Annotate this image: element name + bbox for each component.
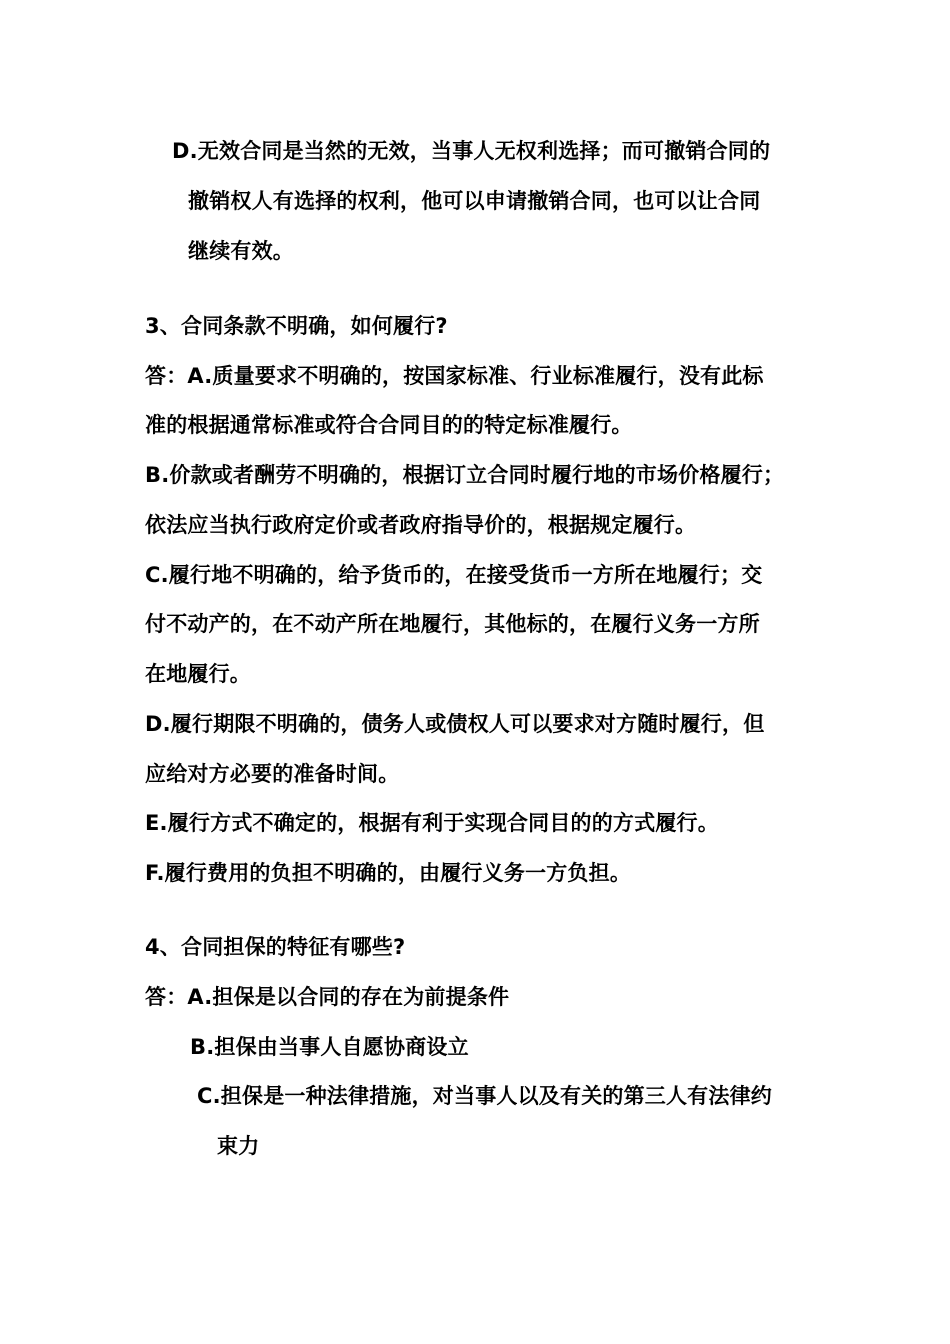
section-3-question: 3、合同条款不明确，如何履行?	[145, 314, 448, 338]
section-3-answer-line-11: F.履行费用的负担不明确的，由履行义务一方负担。	[145, 861, 632, 885]
section-3-answer-line-2: 准的根据通常标准或符合合同目的的特定标准履行。	[145, 413, 633, 437]
prev-item-d-line-3: 继续有效。	[188, 239, 294, 263]
section-4-answer-line-4: 束力	[217, 1134, 260, 1158]
section-3-answer-line-5: C.履行地不明确的，给予货币的，在接受货币一方所在地履行；交	[145, 563, 763, 587]
section-4-question: 4、合同担保的特征有哪些?	[145, 935, 406, 959]
section-4-answer-line-2: B.担保由当事人自愿协商设立	[190, 1035, 469, 1059]
section-4-answer-line-3: C.担保是一种法律措施，对当事人以及有关的第三人有法律约	[197, 1084, 772, 1108]
section-3-answer-line-3: B.价款或者酬劳不明确的，根据订立合同时履行地的市场价格履行；	[145, 463, 785, 487]
section-3-answer-line-9: 应给对方必要的准备时间。	[145, 762, 400, 786]
section-3-answer-line-10: E.履行方式不确定的，根据有利于实现合同目的的方式履行。	[145, 811, 719, 835]
section-3-answer-line-6: 付不动产的，在不动产所在地履行，其他标的，在履行义务一方所	[145, 612, 760, 636]
section-3-answer-line-7: 在地履行。	[145, 662, 251, 686]
section-3-answer-line-1: 答：A.质量要求不明确的，按国家标准、行业标准履行，没有此标	[145, 364, 764, 388]
section-4-answer-line-1: 答：A.担保是以合同的存在为前提条件	[145, 985, 510, 1009]
section-3-answer-line-8: D.履行期限不明确的，债务人或债权人可以要求对方随时履行，但	[145, 712, 765, 736]
prev-item-d-line-2: 撤销权人有选择的权利，他可以申请撤销合同，也可以让合同	[188, 189, 761, 213]
section-3-answer-line-4: 依法应当执行政府定价或者政府指导价的，根据规定履行。	[145, 513, 697, 537]
prev-item-d-line-1: D.无效合同是当然的无效，当事人无权利选择；而可撤销合同的	[172, 139, 771, 163]
